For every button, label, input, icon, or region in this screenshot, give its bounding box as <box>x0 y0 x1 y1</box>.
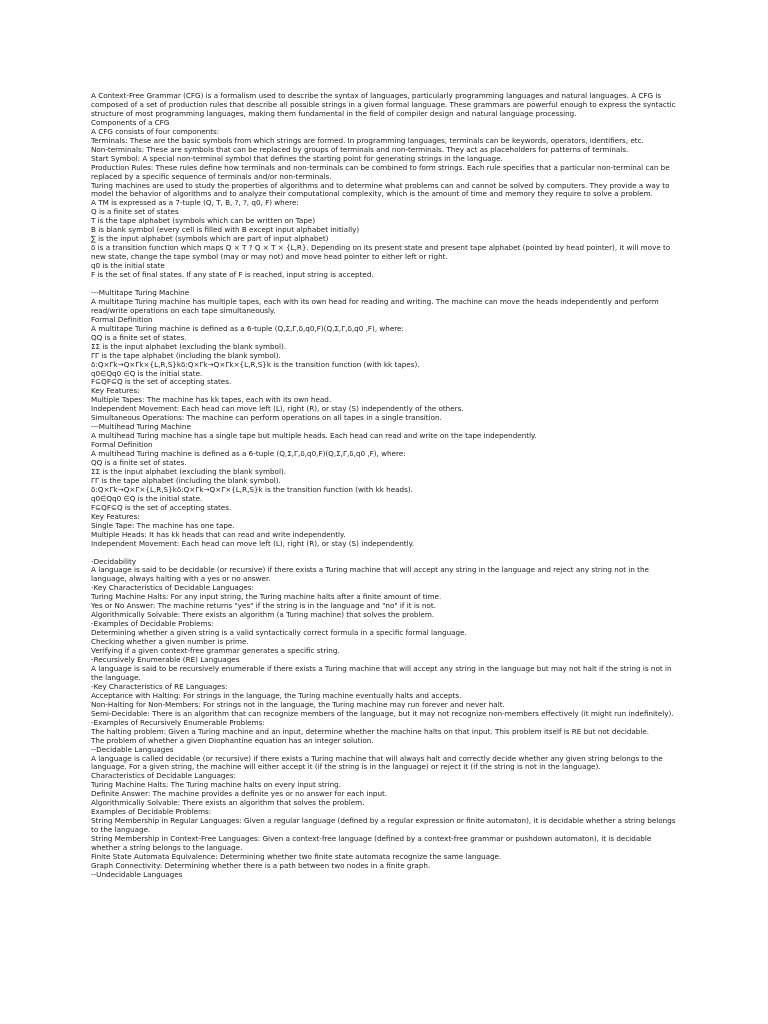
paragraph: -Decidability <box>91 556 137 566</box>
paragraph: Independent Movement: Each head can move left (L), right (R), or stay (S) independently of the others. <box>91 404 464 414</box>
paragraph: Examples of Decidable Problems: <box>91 807 212 817</box>
paragraph: Algorithmically Solvable: There exists an algorithm that solves the problem. <box>91 798 365 808</box>
paragraph: Multiple Heads: It has kk heads that can read and write independently. <box>91 529 346 539</box>
paragraph: Production Rules: These rules define how terminals and non-terminals can be combined to form strings. Each rule specifies that a particular non-terminal can be replaced by a specific sequence of terminals and/or non-terminals. <box>91 162 670 181</box>
paragraph: The problem of whether a given Diophantine equation has an integer solution. <box>91 735 374 745</box>
paragraph: Terminals: These are the basic symbols from which strings are formed. In programming languages, terminals can be keywords, operators, identifiers, etc. <box>91 135 644 145</box>
paragraph: q0∈Qq0 ∈Q is the initial state. <box>91 368 203 378</box>
paragraph: ---Multihead Turing Machine <box>91 422 191 432</box>
paragraph: Finite State Automata Equivalence: Determining whether two finite state automata recognize the same language. <box>91 851 502 861</box>
paragraph: A language is called decidable (or recursive) if there exists a Turing machine that will always halt and correctly decide whether any given string belongs to the language. For a given string, the machine will either accept it (if the string is in the language) or reject it (if the string is not in the language). <box>91 753 663 772</box>
paragraph: δ:Q×Γk→Q×Γk×{L,R,S}kδ:Q×Γk→Q×Γk×{L,R,S}k is the transition function (with kk tapes). <box>91 359 420 369</box>
paragraph: A TM is expressed as a 7-tuple (Q, T, B, ?, ?, q0, F) where: <box>91 198 299 208</box>
paragraph: Characteristics of Decidable Languages: <box>91 771 237 781</box>
paragraph: F⊆QF⊆Q is the set of accepting states. <box>91 377 232 387</box>
paragraph: Definite Answer: The machine provides a definite yes or no answer for each input. <box>91 789 388 799</box>
paragraph: Checking whether a given number is prime. <box>91 637 249 647</box>
paragraph: Components of a CFG <box>91 117 170 127</box>
paragraph: String Membership in Regular Languages: Given a regular language (defined by a regular expression or finite automaton), it is decidable whether a string belongs to the language. <box>91 816 676 835</box>
paragraph: ΓΓ is the tape alphabet (including the blank symbol). <box>91 350 281 360</box>
paragraph: -Recursively Enumerable (RE) Languages <box>91 655 240 665</box>
paragraph: Turing Machine Halts: The Turing machine halts on every input string. <box>91 780 342 790</box>
blank-line <box>91 549 677 558</box>
paragraph: QQ is a finite set of states. <box>91 458 187 468</box>
paragraph: A CFG consists of four components: <box>91 126 220 136</box>
paragraph: Key Features: <box>91 386 140 396</box>
paragraph: δ is a transition function which maps Q × T ? Q × T × {L,R}. Depending on its present state and present tape alphabet (pointed by head pointer), it will move to new state, change the tape symbol (may or may not) and move head pointer to either left or right. <box>91 243 671 262</box>
paragraph: --Decidable Languages <box>91 744 174 754</box>
paragraph: QQ is a finite set of states. <box>91 332 187 342</box>
paragraph: q0 is the initial state <box>91 261 165 271</box>
paragraph: A Context-Free Grammar (CFG) is a formalism used to describe the syntax of languages, particularly programming languages and natural languages. A CFG is composed of a set of production rules that describe all possible strings in a given formal language. These grammars are powerful enough to express the syntactic structure of most programming languages, making them fundamental in the field of compiler design and natural language processing. <box>91 91 676 118</box>
paragraph: Single Tape: The machine has one tape. <box>91 520 235 530</box>
paragraph: Q is a finite set of states <box>91 207 179 217</box>
paragraph: Verifying if a given context-free grammar generates a specific string. <box>91 646 340 656</box>
paragraph: ΣΣ is the input alphabet (excluding the blank symbol). <box>91 341 287 351</box>
paragraph: Turing Machine Halts: For any input string, the Turing machine halts after a finite amount of time. <box>91 592 442 602</box>
paragraph: B is blank symbol (every cell is filled with B except input alphabet initially) <box>91 225 360 235</box>
paragraph: Non-Halting for Non-Members: For strings not in the language, the Turing machine may run forever and never halt. <box>91 699 505 709</box>
paragraph: ---Multitape Turing Machine <box>91 287 190 297</box>
paragraph: Independent Movement: Each head can move left (L), right (R), or stay (S) independently. <box>91 538 415 548</box>
paragraph: ΣΣ is the input alphabet (excluding the blank symbol). <box>91 467 287 477</box>
paragraph: Key Features: <box>91 511 140 521</box>
document-body <box>91 92 677 880</box>
paragraph: ∑ is the input alphabet (symbols which are part of input alphabet) <box>91 234 329 244</box>
paragraph: A multitape Turing machine has multiple tapes, each with its own head for reading and writing. The machine can move the heads independently and perform read/write operations on each tape simultaneously. <box>91 296 659 315</box>
paragraph: T is the tape alphabet (symbols which can be written on Tape) <box>91 216 316 226</box>
paragraph: F⊆QF⊆Q is the set of accepting states. <box>91 502 232 512</box>
paragraph: q0∈Qq0 ∈Q is the initial state. <box>91 493 203 503</box>
paragraph: Semi-Decidable: There is an algorithm that can recognize members of the language, but it may not recognize non-members effectively (it might run indefinitely). <box>91 708 674 718</box>
paragraph: A multihead Turing machine has a single tape but multiple heads. Each head can read and write on the tape independently. <box>91 431 537 441</box>
paragraph: Acceptance with Halting: For strings in the language, the Turing machine eventually halts and accepts. <box>91 690 462 700</box>
paragraph: -Key Characteristics of RE Languages: <box>91 681 228 691</box>
paragraph: String Membership in Context-Free Languages: Given a context-free language (defined by a context-free grammar or pushdown automaton), it is decidable whether a string belongs to the language. <box>91 834 652 853</box>
paragraph: Simultaneous Operations: The machine can perform operations on all tapes in a single transition. <box>91 413 442 423</box>
paragraph: Non-terminals: These are symbols that can be replaced by groups of terminals and non-terminals. They act as placeholders for patterns of terminals. <box>91 144 629 154</box>
paragraph: Turing machines are used to study the properties of algorithms and to determine what problems can and cannot be solved by computers. They provide a way to model the behavior of algorithms and to analyze their computational complexity, which is the amount of time and memory they require to solve a problem. <box>91 180 670 199</box>
paragraph: --Undecidable Languages <box>91 869 183 879</box>
paragraph: ΓΓ is the tape alphabet (including the blank symbol). <box>91 475 281 485</box>
paragraph: A multihead Turing machine is defined as a 6-tuple (Q,Σ,Γ,δ,q0,F)(Q,Σ,Γ,δ,q0 ,F), where: <box>91 449 406 459</box>
paragraph: Graph Connectivity: Determining whether there is a path between two nodes in a finite graph. <box>91 860 431 870</box>
paragraph: Yes or No Answer: The machine returns "yes" if the string is in the language and "no" if it is not. <box>91 601 436 611</box>
paragraph: A language is said to be recursively enumerable if there exists a Turing machine that will accept any string in the language but may not halt if the string is not in the language. <box>91 663 672 682</box>
paragraph: -Examples of Decidable Problems: <box>91 619 214 629</box>
paragraph: -Key Characteristics of Decidable Languages: <box>91 583 254 593</box>
paragraph: Algorithmically Solvable: There exists an algorithm (a Turing machine) that solves the problem. <box>91 610 435 620</box>
paragraph: Formal Definition <box>91 440 153 450</box>
paragraph: F is the set of final states. If any state of F is reached, input string is accepted. <box>91 270 374 280</box>
paragraph: -Examples of Recursively Enumerable Problems: <box>91 717 265 727</box>
paragraph: Multiple Tapes: The machine has kk tapes, each with its own head. <box>91 395 332 405</box>
paragraph: Formal Definition <box>91 314 153 324</box>
paragraph: Determining whether a given string is a valid syntactically correct formula in a specific formal language. <box>91 628 467 638</box>
paragraph: δ:Q×Γk→Q×Γ×{L,R,S}kδ:Q×Γk→Q×Γ×{L,R,S}k is the transition function (with kk heads). <box>91 484 413 494</box>
paragraph: A multitape Turing machine is defined as a 6-tuple (Q,Σ,Γ,δ,q0,F)(Q,Σ,Γ,δ,q0 ,F), where: <box>91 323 404 333</box>
paragraph: Start Symbol: A special non-terminal symbol that defines the starting point for generating strings in the language. <box>91 153 503 163</box>
paragraph: A language is said to be decidable (or recursive) if there exists a Turing machine that will accept any string in the language and reject any string not in the language, always halting with a yes or no answer. <box>91 565 649 584</box>
paragraph: The halting problem: Given a Turing machine and an input, determine whether the machine halts on that input. This problem itself is RE but not decidable. <box>91 726 650 736</box>
